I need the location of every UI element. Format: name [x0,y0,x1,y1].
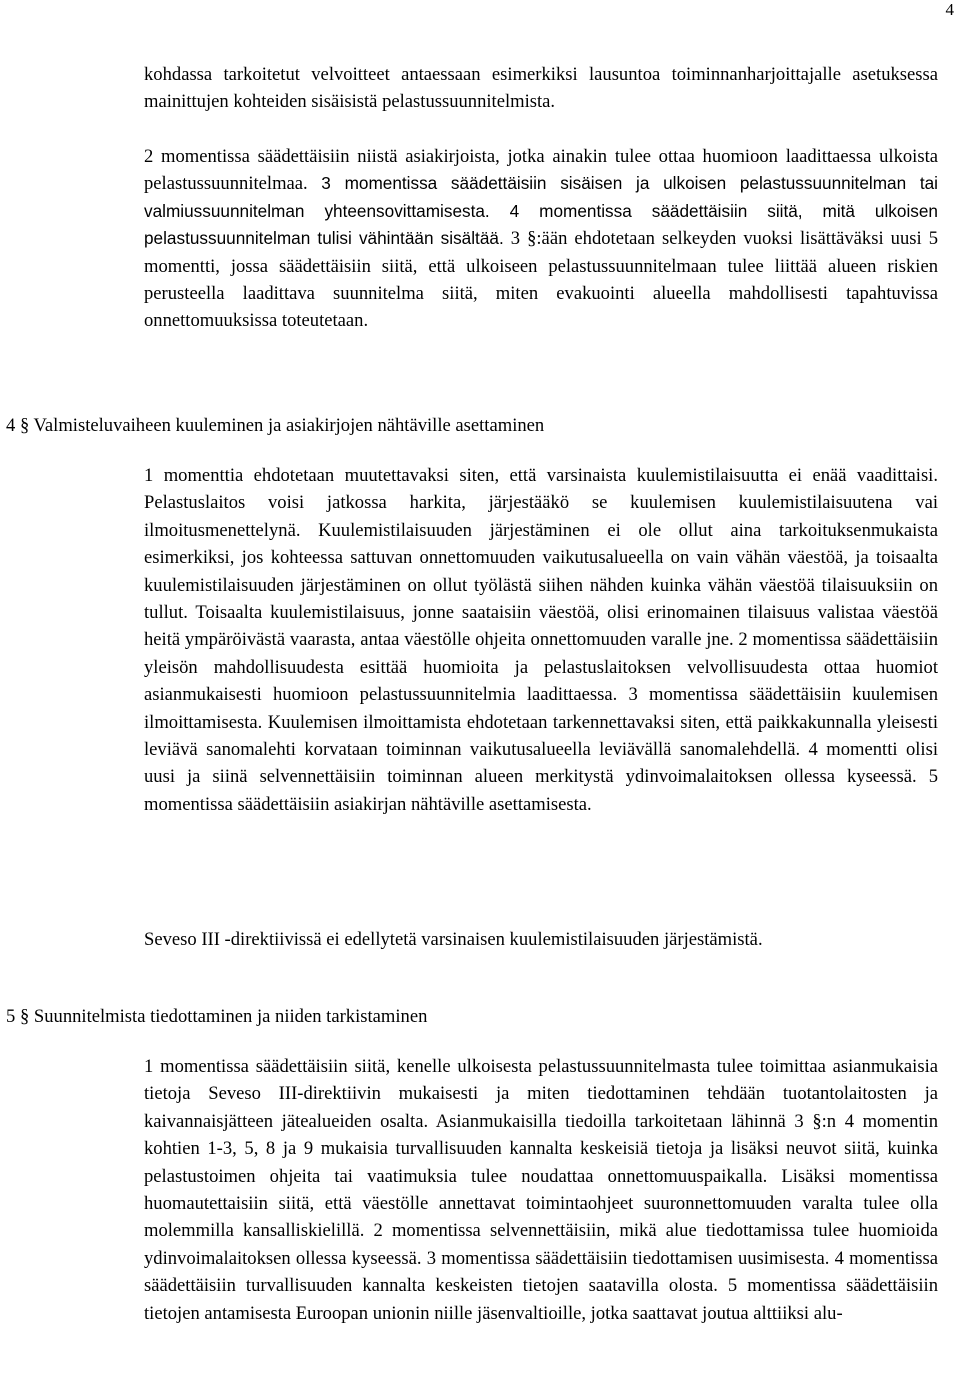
section-4-text-1: 1 momenttia ehdotetaan muutettavaksi siten, että varsinaista kuulemistilaisuutta ei enää vaadittaisi. Pelastuslaitos voisi jatkossa harkita, järjestääkö se kuulemisen kuulemistilaisuutena vai ilmoitusmenettelynä. Kuulemistilaisuuden järjestäminen ei ole ollut aina tarkoituksenmukaista esimerkiksi, jos kohteessa sattuvan onnettomuuden vaikutusalueella on vain vähän väestöä, ja toisaalta kuulemistilaisuuden järjestäminen on ollut työlästä siihen nähden kuinka vähän väestöä tilaisuuksiin on tullut. Toisaalta kuulemistilaisuus, jonne saataisiin väestöä, olisi erinomainen tilaisuus valistaa väestöä heitä ympäröivästä vaarasta, antaa väestölle ohjeita onnettomuuden varalle jne. 2 momentissa säädettäisiin yleisön mahdollisuudesta esittää huomioita ja pelastuslaitoksen velvollisuudesta ottaa huomiot asianmukaisesti huomioon pelastussuunnitelmia laadittaessa. 3 momentissa säädettäisiin kuulemisen ilmoittamisesta. Kuulemisen ilmoittamista ehdotetaan tarkennettavaksi siten, että paikkakunnalla yleisesti leviävä sanomalehti korvataan toiminnan vaikutusalueella leviävällä sanomalehdellä. 4 momentti olisi uusi ja siinä selvennettäisiin toiminnan alueen merkitystä ydinvoimalaitoksen ollessa kyseessä. 5 momentissa säädettäisiin asiakirjan nähtäville asettamisesta. [144,465,938,815]
intro-text-2c: 3 §:ään ehdotetaan selkeyden vuoksi lisättäväksi uusi 5 momentti, jossa säädettäisiin siitä, että ulkoiseen pelastussuunnitelmaan tulee liittää alueen riskien perusteella laadittava suunnitelma siitä, miten evakuointi alueella mahdollisesti tapahtuvissa onnettomuuksissa toteutetaan. [144,228,938,332]
page-number: 4 [945,0,954,19]
section-4-text-2: Seveso III -direktiivissä ei edellytetä varsinaisen kuulemistilaisuuden järjestämistä. [144,929,763,950]
section-5-paragraph-1 [144,1053,938,1327]
section-4-heading: 4 § Valmisteluvaiheen kuuleminen ja asiakirjojen nähtäville asettaminen [6,415,545,436]
intro-text-2a: 2 momentissa säädettäisiin niistä asiakirjoista, jotka ainakin tulee ottaa huomioon laadittaessa ulkoista pelastussuunnitelmaa. [144,146,938,195]
section-4-paragraph-2 [144,926,938,953]
intro-text-2b: 3 momentissa säädettäisiin sisäisen ja ulkoisen pelastussuunnitelman tai valmiussuunnitelman yhteensovittamisesta. 4 momentissa säädettäisiin siitä, mitä ulkoisen pelastussuunnitelman tulisi vähintään sisältää. [144,173,938,249]
intro-paragraph-2 [144,143,938,335]
section-5-heading: 5 § Suunnitelmista tiedottaminen ja niiden tarkistaminen [6,1006,428,1027]
section-5-text-1: 1 momentissa säädettäisiin siitä, kenelle ulkoisesta pelastussuunnitelmasta tulee toimittaa asianmukaisia tietoja Seveso III-direktiivin mukaisesti ja miten tiedottaminen tehdään tuotantolaitosten ja kaivannaisjätteen jätealueiden osalta. Asianmukaisilla tiedoilla tarkoitetaan lähinnä 3 §:n 4 momentin kohtien 1-3, 5, 8 ja 9 mukaisia turvallisuuden kannalta keskeisiä tietoja ja lisäksi neuvot siitä, kuinka pelastustoimen ohjeita tai vaatimuksia tulee noudattaa onnettomuuspaikalla. Lisäksi momentissa huomautettaisiin siitä, että väestölle annettavat toimintaohjeet suuronnettomuuden varalta tulee olla molemmilla kansalliskielillä. 2 momentissa selvennettäisiin, mikä alue tiedottamissa tulee huomioida ydinvoimalaitoksen ollessa kyseessä. 3 momentissa säädettäisiin tiedottamisen uusimisesta. 4 momentissa säädettäisiin turvallisuuden kannalta keskeisten tietojen saatavilla olosta. 5 momentissa säädettäisiin tietojen antamisesta Euroopan unionin niille jäsenvaltioille, jotka saattavat joutua alttiiksi alu- [144,1056,938,1324]
section-4-paragraph-1 [144,462,938,818]
intro-text-1: kohdassa tarkoitetut velvoitteet antaessaan esimerkiksi lausuntoa toiminnanharjoittajalle asetuksessa mainittujen kohteiden sisäisistä pelastussuunnitelmista. [144,64,938,113]
intro-paragraph-1 [144,61,938,116]
